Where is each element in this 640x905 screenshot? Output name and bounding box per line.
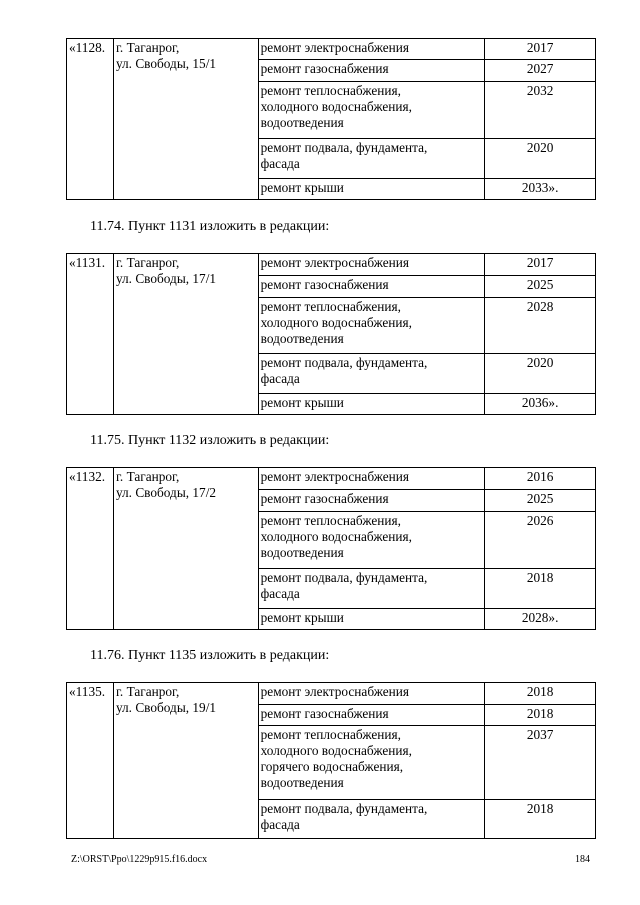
repair-year: 2033». <box>485 179 596 200</box>
repair-year: 2018 <box>485 683 596 705</box>
section-heading: 11.74. Пункт 1131 изложить в редакции: <box>90 219 330 234</box>
work-type: ремонт крыши <box>258 394 485 415</box>
work-type: ремонт газоснабжения <box>258 705 485 726</box>
page-number: 184 <box>575 854 590 865</box>
work-type: ремонт газоснабжения <box>258 60 485 82</box>
repair-year: 2020 <box>485 139 596 179</box>
address-street: ул. Свободы, 17/2 <box>115 485 217 500</box>
repair-year: 2017 <box>485 254 596 276</box>
registry-table-1128 <box>66 38 596 200</box>
work-type: ремонт крыши <box>258 609 485 630</box>
repair-year: 2018 <box>485 800 596 839</box>
work-type: ремонт крыши <box>258 179 485 200</box>
work-type: ремонт газоснабжения <box>258 490 485 512</box>
address-city: г. Таганрог, <box>115 255 180 270</box>
repair-year: 2018 <box>485 705 596 726</box>
work-type: ремонт электроснабжения <box>258 39 485 60</box>
section-heading: 11.76. Пункт 1135 изложить в редакции: <box>90 648 330 663</box>
registry-table-1135 <box>66 682 596 839</box>
work-type: ремонт подвала, фундамента, фасада <box>258 139 485 179</box>
address <box>113 683 258 839</box>
repair-year: 2036». <box>485 394 596 415</box>
work-type: ремонт подвала, фундамента, фасада <box>258 569 485 609</box>
item-number: «1131. <box>67 254 114 415</box>
address-street: ул. Свободы, 17/1 <box>115 271 217 286</box>
repair-year: 2028 <box>485 298 596 354</box>
work-type: ремонт электроснабжения <box>258 254 485 276</box>
work-type: ремонт теплоснабжения, холодного водоснабжения, водоотведения <box>258 512 485 569</box>
repair-year: 2020 <box>485 354 596 394</box>
repair-year: 2018 <box>485 569 596 609</box>
repair-year: 2032 <box>485 82 596 139</box>
work-type: ремонт электроснабжения <box>258 683 485 705</box>
repair-year: 2017 <box>485 39 596 60</box>
address-city: г. Таганрог, <box>115 469 180 484</box>
repair-year: 2026 <box>485 512 596 569</box>
item-number: «1135. <box>67 683 114 839</box>
repair-year: 2037 <box>485 726 596 800</box>
repair-year: 2016 <box>485 468 596 490</box>
address-city: г. Таганрог, <box>115 40 180 55</box>
repair-year: 2028». <box>485 609 596 630</box>
address-street: ул. Свободы, 19/1 <box>115 700 217 715</box>
work-type: ремонт подвала, фундамента, фасада <box>258 800 485 839</box>
registry-table-1132 <box>66 467 596 630</box>
repair-year: 2025 <box>485 490 596 512</box>
item-number: «1128. <box>67 39 114 200</box>
repair-year: 2027 <box>485 60 596 82</box>
work-type: ремонт теплоснабжения, холодного водоснабжения, горячего водоснабжения, водоотведения <box>258 726 485 800</box>
address <box>113 254 258 415</box>
address <box>113 468 258 630</box>
work-type: ремонт теплоснабжения, холодного водоснабжения, водоотведения <box>258 298 485 354</box>
work-type: ремонт электроснабжения <box>258 468 485 490</box>
work-type: ремонт теплоснабжения, холодного водоснабжения, водоотведения <box>258 82 485 139</box>
file-path: Z:\ORST\Ppo\1229p915.f16.docx <box>71 854 208 865</box>
repair-year: 2025 <box>485 276 596 298</box>
work-type: ремонт подвала, фундамента, фасада <box>258 354 485 394</box>
address-city: г. Таганрог, <box>115 684 180 699</box>
section-heading: 11.75. Пункт 1132 изложить в редакции: <box>90 433 330 448</box>
item-number: «1132. <box>67 468 114 630</box>
registry-table-1131 <box>66 253 596 415</box>
address-street: ул. Свободы, 15/1 <box>115 56 217 71</box>
address <box>113 39 258 200</box>
work-type: ремонт газоснабжения <box>258 276 485 298</box>
